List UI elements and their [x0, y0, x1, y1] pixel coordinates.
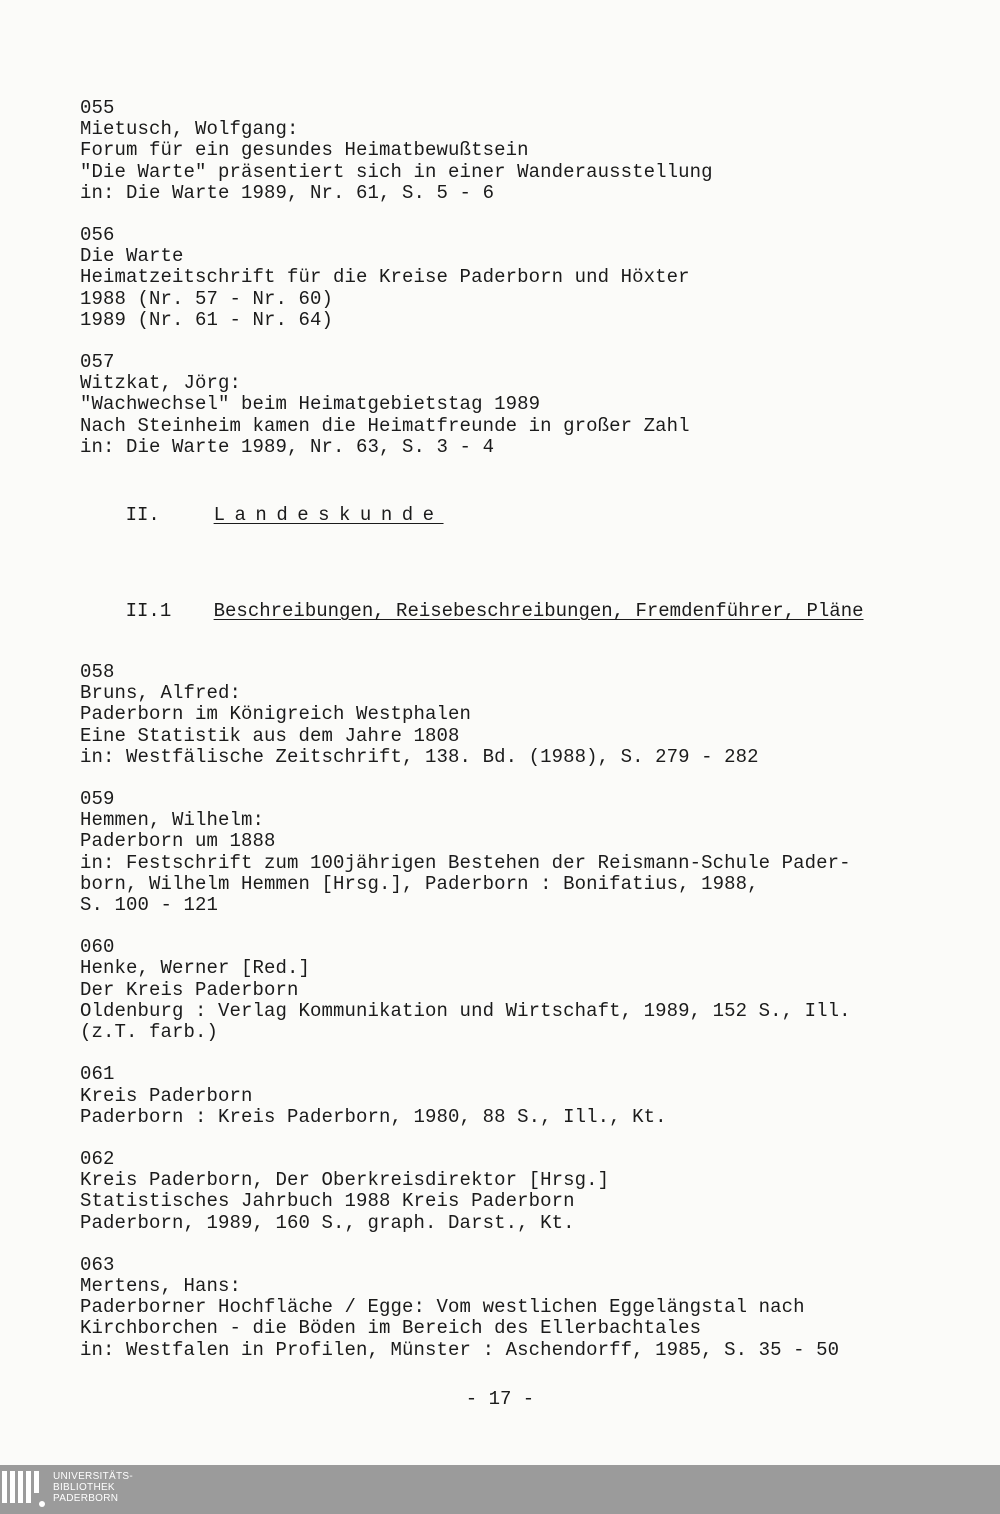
entry-line: Forum für ein gesundes Heimatbewußtsein: [80, 139, 529, 162]
entry-line: Kirchborchen - die Böden im Bereich des Ellerbachtales: [80, 1317, 702, 1340]
entry-number: 059: [80, 788, 115, 811]
document-body: [80, 98, 940, 1382]
entry-line: Paderborn um 1888: [80, 830, 276, 853]
entry-line: Oldenburg : Verlag Kommunikation und Wirtschaft, 1989, 152 S., Ill.: [80, 999, 851, 1022]
entry-line: in: Die Warte 1989, Nr. 61, S. 5 - 6: [80, 181, 495, 204]
bibliography-entry: [80, 352, 940, 458]
entry-line: Kreis Paderborn: [80, 1084, 253, 1107]
entries-bottom: [80, 662, 940, 1361]
entries-top: [80, 98, 940, 458]
entry-line: 1989 (Nr. 61 - Nr. 64): [80, 308, 334, 331]
entry-number: 057: [80, 351, 115, 374]
entry-number: 060: [80, 936, 115, 959]
section-heading: [80, 482, 940, 548]
entry-line: Die Warte: [80, 245, 184, 268]
section-number: II.: [125, 504, 160, 527]
entry-number: 056: [80, 224, 115, 247]
entry-line: in: Die Warte 1989, Nr. 63, S. 3 - 4: [80, 435, 495, 458]
bibliography-entry: [80, 1149, 940, 1234]
bibliography-entry: [80, 937, 940, 1043]
entry-line: S. 100 - 121: [80, 894, 219, 917]
entry-line: Paderborn, 1989, 160 S., graph. Darst., Kt.: [80, 1211, 575, 1234]
entry-line: Eine Statistik aus dem Jahre 1808: [80, 724, 460, 747]
entry-line: Witzkat, Jörg:: [80, 372, 242, 395]
logo-line: PADERBORN: [53, 1493, 119, 1504]
entry-line: Kreis Paderborn, Der Oberkreisdirektor [Hrsg.]: [80, 1169, 610, 1192]
entry-line: in: Westfalen in Profilen, Münster : Aschendorff, 1985, S. 35 - 50: [80, 1338, 840, 1361]
entry-line: in: Festschrift zum 100jährigen Bestehen der Reismann-Schule Pader-: [80, 851, 851, 874]
entry-number: 063: [80, 1253, 115, 1276]
entry-number: 062: [80, 1147, 115, 1170]
entry-line: Paderborn : Kreis Paderborn, 1980, 88 S., Ill., Kt.: [80, 1105, 667, 1128]
bibliography-entry: [80, 1255, 940, 1361]
logo-line: UNIVERSITÄTS-: [53, 1471, 134, 1482]
entry-line: Bruns, Alfred:: [80, 682, 242, 705]
entry-line: Henke, Werner [Red.]: [80, 957, 311, 980]
entry-line: Paderborner Hochfläche / Egge: Vom westlichen Eggelängstal nach: [80, 1296, 805, 1319]
library-footer: [0, 1465, 1000, 1514]
entry-line: Nach Steinheim kamen die Heimatfreunde in großer Zahl: [80, 414, 690, 437]
entry-line: in: Westfälische Zeitschrift, 138. Bd. (1988), S. 279 - 282: [80, 745, 759, 768]
entry-line: Mietusch, Wolfgang:: [80, 118, 299, 141]
entry-number: 061: [80, 1063, 115, 1086]
entry-line: Heimatzeitschrift für die Kreise Paderborn und Höxter: [80, 266, 690, 289]
entry-line: Mertens, Hans:: [80, 1274, 242, 1297]
entry-line: born, Wilhelm Hemmen [Hrsg.], Paderborn : Bonifatius, 1988,: [80, 872, 759, 895]
entry-line: 1988 (Nr. 57 - Nr. 60): [80, 287, 334, 310]
entry-line: "Die Warte" präsentiert sich in einer Wanderausstellung: [80, 160, 713, 183]
entry-number: 055: [80, 97, 115, 119]
library-bars-logo-icon: [2, 1471, 46, 1507]
bibliography-entry: [80, 225, 940, 331]
entry-line: Paderborn im Königreich Westphalen: [80, 703, 472, 726]
section-title: Landeskunde: [213, 504, 444, 527]
bibliography-entry: [80, 1064, 940, 1128]
logo-line: BIBLIOTHEK: [53, 1482, 115, 1493]
entry-line: Der Kreis Paderborn: [80, 978, 299, 1001]
entry-line: "Wachwechsel" beim Heimatgebietstag 1989: [80, 393, 541, 416]
entry-line: Statistisches Jahrbuch 1988 Kreis Paderborn: [80, 1190, 575, 1213]
subsection-heading: [80, 578, 940, 644]
library-logo-text: [53, 1471, 133, 1504]
subsection-title: Beschreibungen, Reisebeschreibungen, Fremdenführer, Pläne: [213, 600, 864, 623]
bibliography-entry: [80, 662, 940, 768]
entry-line: (z.T. farb.): [80, 1021, 219, 1044]
bibliography-entry: [80, 789, 940, 916]
entry-line: Hemmen, Wilhelm:: [80, 809, 265, 832]
bibliography-entry: [80, 98, 940, 204]
subsection-number: II.1: [125, 600, 172, 623]
page-number: - 17 -: [465, 1388, 535, 1410]
entry-number: 058: [80, 661, 115, 684]
